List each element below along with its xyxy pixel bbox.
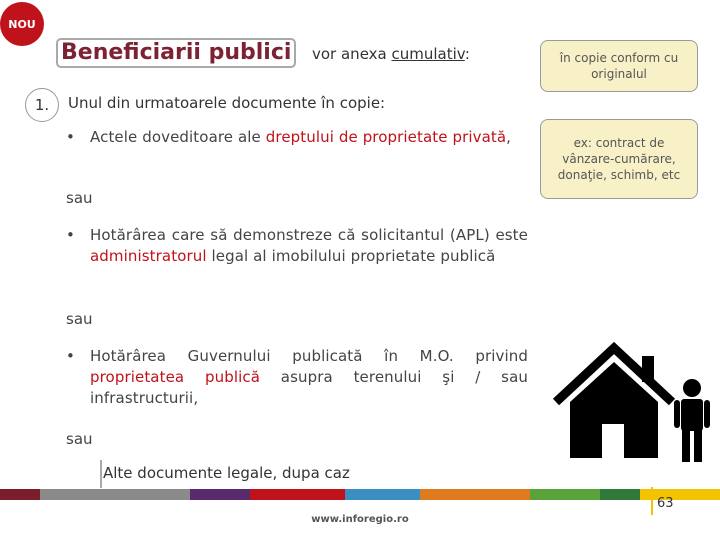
sau-label-3: sau (66, 430, 93, 448)
bullet-2-highlight: administratorul (90, 247, 207, 265)
footer-stripe-8 (600, 489, 640, 500)
sau-label-1: sau (66, 189, 93, 207)
new-badge: NOU (0, 2, 44, 46)
bullet-dot: • (66, 226, 75, 244)
footer-stripe-2 (40, 489, 190, 500)
bullet-item-3 (66, 346, 529, 409)
page-number: 63 (657, 496, 674, 511)
footer-stripe-7 (530, 489, 600, 500)
copy-note (540, 40, 698, 92)
footer-stripe-3 (190, 489, 250, 500)
bullet-3-text: Hotărârea Guvernului publicată în M.O. privind (90, 347, 528, 365)
example-note (540, 119, 698, 199)
bullet-3-suffix: asupra terenului şi / sau infrastructurii, (90, 368, 529, 407)
house-icon (552, 340, 712, 468)
footer-stripe-6 (420, 489, 530, 500)
bullet-dot: • (66, 128, 75, 146)
bullet-item-1 (66, 127, 530, 148)
footer-stripe-4 (250, 489, 345, 500)
other-documents-text: Alte documente legale, dupa caz (103, 464, 350, 482)
footer-stripe-1 (0, 489, 40, 500)
bullet-1-text: Actele doveditoare ale (90, 128, 266, 146)
item-1-text: Unul din urmatoarele documente în copie: (68, 94, 386, 112)
title-rest-suffix: : (464, 45, 470, 63)
item-number: 1. (25, 88, 59, 122)
bullet-item-2 (66, 225, 528, 267)
bullet-2-suffix: legal al imobilului proprietate publică (206, 247, 496, 265)
footer-url: www.inforegio.ro (311, 514, 409, 525)
footer-stripe-5 (345, 489, 420, 500)
title-rest-prefix: vor anexa (312, 45, 392, 63)
sau-label-2: sau (66, 310, 93, 328)
divider-line (100, 460, 102, 488)
copy-note-text: în copie conform cu originalul (559, 51, 679, 81)
bullet-1-highlight: dreptului de proprietate privată (265, 128, 507, 146)
bullet-1-suffix: , (506, 128, 512, 146)
bullet-dot: • (66, 347, 75, 365)
page-title: Beneficiarii publici (56, 38, 296, 68)
title-rest-underlined: cumulativ (391, 45, 465, 63)
bullet-2-text: Hotărârea care să demonstreze că solicitantul (APL) este (90, 226, 528, 244)
example-note-text: ex: contract de vânzare-cumărare, donaţie, schimb, etc (557, 136, 681, 182)
title-subtitle (312, 45, 470, 63)
person-icon (674, 379, 710, 462)
bullet-3-highlight: proprietatea publică (90, 368, 261, 386)
